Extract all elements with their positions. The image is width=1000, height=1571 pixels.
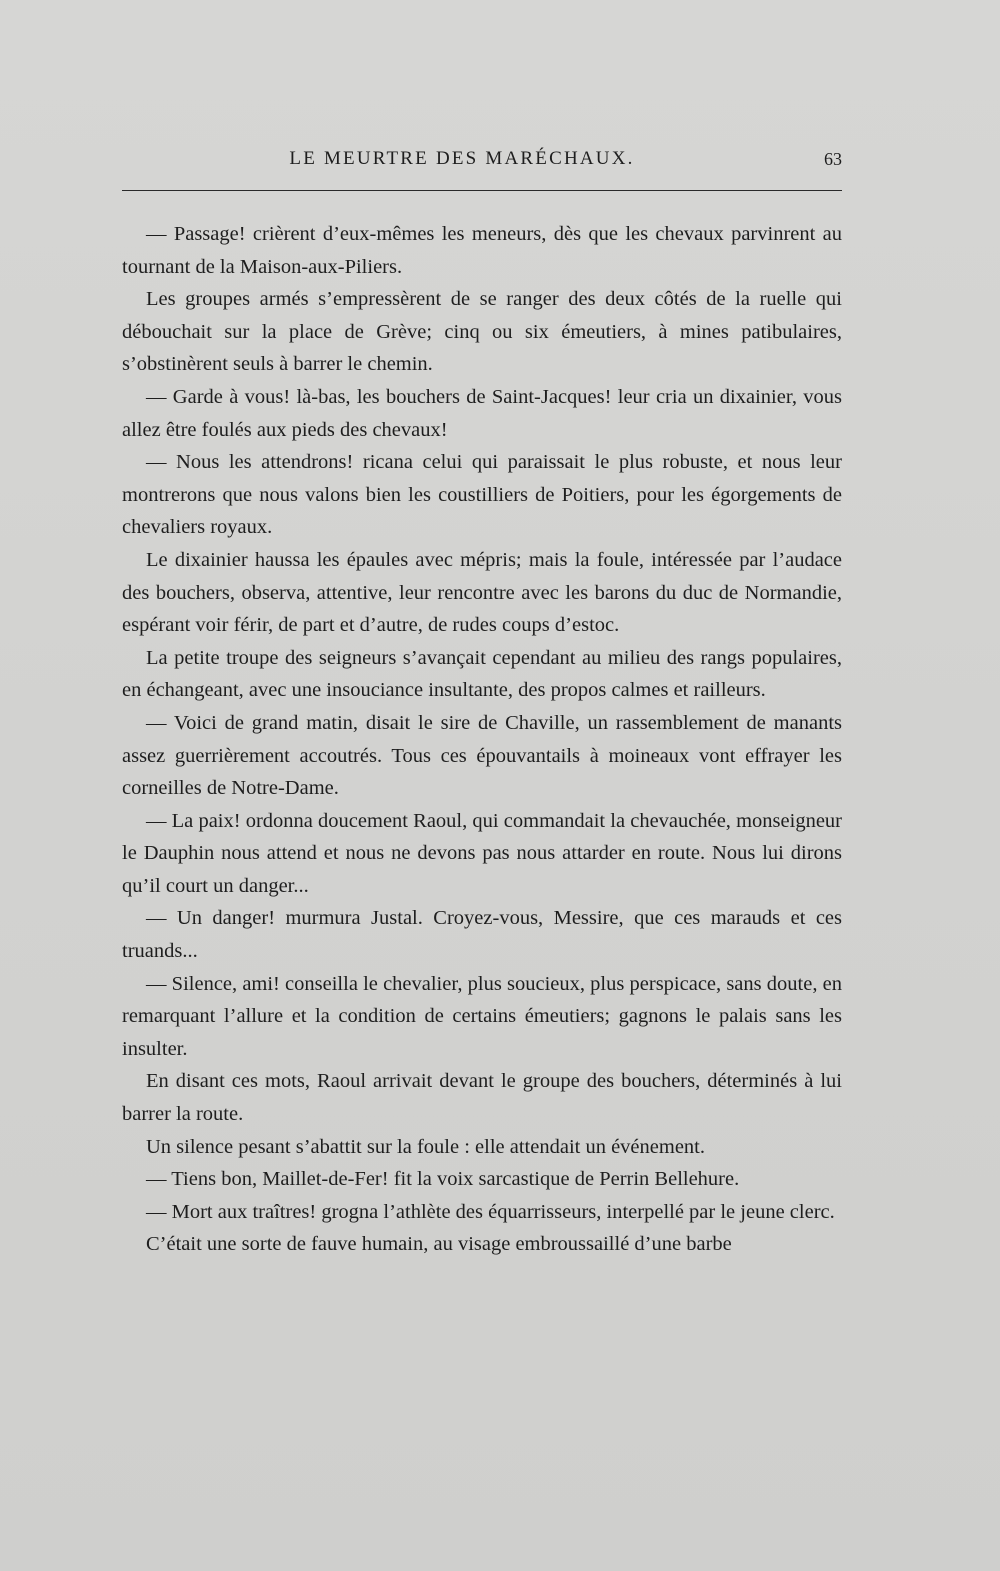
running-head [122, 146, 842, 176]
paragraph: En disant ces mots, Raoul arrivait devant le groupe des bouchers, déterminés à lui barrer la route. [122, 1070, 842, 1126]
header-rule [122, 190, 842, 191]
paragraph: — Mort aux traîtres! grogna l’athlète des équarrisseurs, interpellé par le jeune clerc. [146, 1200, 835, 1223]
running-title: LE MEURTRE DES MARÉCHAUX. [289, 148, 635, 169]
paragraph: La petite troupe des seigneurs s’avançait cependant au milieu des rangs populaires, en échangeant, avec une insouciance insultante, des propos calmes et railleurs. [122, 646, 842, 702]
paragraph: — Silence, ami! conseilla le chevalier, plus soucieux, plus perspicace, sans doute, en remarquant l’allure et la condition de certains émeutiers; gagnons le palais sans les insulter. [122, 972, 842, 1060]
paragraph: — Garde à vous! là-bas, les bouchers de Saint-Jacques! leur cria un dixainier, vous allez être foulés aux pieds des chevaux! [122, 385, 842, 441]
paragraph: — Passage! crièrent d’eux-mêmes les meneurs, dès que les chevaux parvinrent au tournant de la Maison-aux-Piliers. [122, 223, 842, 278]
paragraph: — Un danger! murmura Justal. Croyez-vous, Messire, que ces marauds et ces truands... [122, 907, 842, 963]
paragraph: Un silence pesant s’abattit sur la foule : elle attendait un événement. [146, 1135, 705, 1158]
paragraph: C’était une sorte de fauve humain, au visage embroussaillé d’une barbe [146, 1233, 732, 1256]
paragraph: — Voici de grand matin, disait le sire de Chaville, un rassemblement de manants assez guerrièrement accoutrés. Tous ces épouvantails à moineaux vont effrayer les corneilles de Notre-Dame. [122, 711, 842, 800]
paragraph: Les groupes armés s’empressèrent de se ranger des deux côtés de la ruelle qui débouchait sur la place de Grève; cinq ou six émeutiers, à mines patibulaires, s’obstinèrent seuls à barrer le chemin. [122, 288, 842, 376]
paragraph: — La paix! ordonna doucement Raoul, qui commandait la chevauchée, monseigneur le Dauphin nous attend et nous ne devons pas nous attarder en route. Nous lui dirons qu’il court un danger... [122, 809, 842, 897]
page-number: 63 [824, 149, 842, 169]
body-text [122, 218, 842, 1261]
paragraph: — Tiens bon, Maillet-de-Fer! fit la voix sarcastique de Perrin Bellehure. [146, 1168, 740, 1191]
paragraph: — Nous les attendrons! ricana celui qui paraissait le plus robuste, et nous leur montrerons que nous valons bien les coustilliers de Poitiers, pour les égorgements de chevaliers royaux. [122, 451, 842, 539]
paragraph: Le dixainier haussa les épaules avec mépris; mais la foule, intéressée par l’audace des bouchers, observa, attentive, leur rencontre avec les barons du duc de Normandie, espérant voir férir, de part et d’autre, de rudes coups d’estoc. [122, 548, 842, 637]
